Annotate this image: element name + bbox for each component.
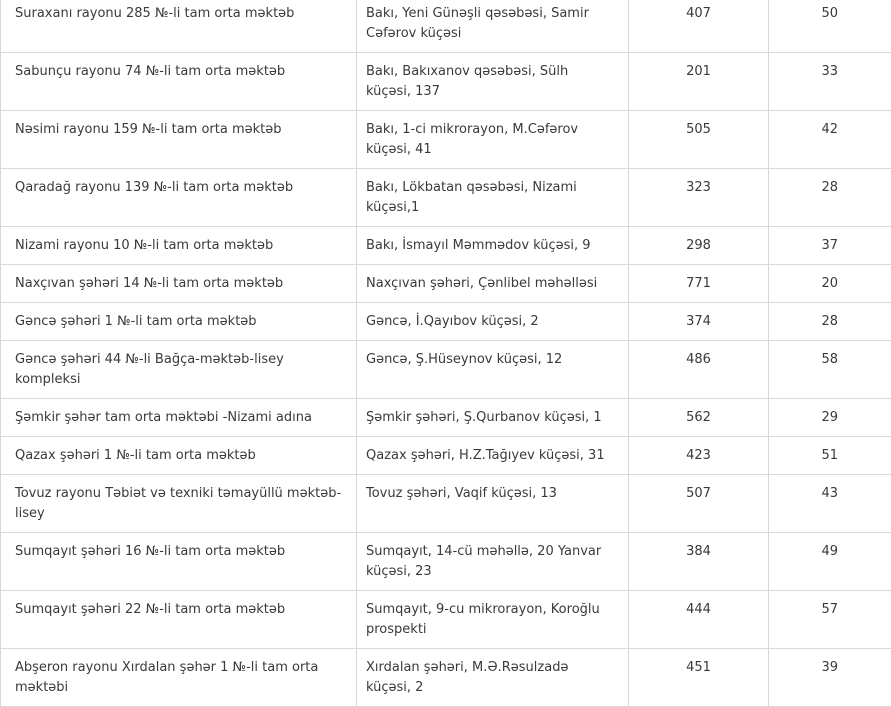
table-row: [1, 649, 891, 707]
school-address-cell: Bakı, 1-ci mikrorayon, M.Cəfərov küçəsi, 41: [357, 111, 629, 169]
school-address-cell: Bakı, Lökbatan qəsəbəsi, Nizami küçəsi,1: [357, 169, 629, 227]
teachers-count-cell: 28: [769, 303, 891, 341]
school-name-cell: Qaradağ rayonu 139 №-li tam orta məktəb: [1, 169, 357, 227]
teachers-count-cell: 20: [769, 265, 891, 303]
school-address-cell: Gəncə, Ş.Hüseynov küçəsi, 12: [357, 341, 629, 399]
school-address-cell: Naxçıvan şəhəri, Çənlibel məhəlləsi: [357, 265, 629, 303]
school-name-cell: Gəncə şəhəri 44 №-li Bağça-məktəb-lisey kompleksi: [1, 341, 357, 399]
table-row: [1, 437, 891, 475]
teachers-count-cell: 58: [769, 341, 891, 399]
school-name-cell: Qazax şəhəri 1 №-li tam orta məktəb: [1, 437, 357, 475]
teachers-count-cell: 42: [769, 111, 891, 169]
school-address-cell: Gəncə, İ.Qayıbov küçəsi, 2: [357, 303, 629, 341]
school-name-cell: Sumqayıt şəhəri 16 №-li tam orta məktəb: [1, 533, 357, 591]
table-row: [1, 475, 891, 533]
school-address-cell: Bakı, Bakıxanov qəsəbəsi, Sülh küçəsi, 137: [357, 53, 629, 111]
students-count-cell: 374: [629, 303, 769, 341]
students-count-cell: 771: [629, 265, 769, 303]
table-row: [1, 533, 891, 591]
school-address-cell: Bakı, Yeni Günəşli qəsəbəsi, Samir Cəfərov küçəsi: [357, 0, 629, 53]
table-row: [1, 265, 891, 303]
teachers-count-cell: 29: [769, 399, 891, 437]
table-row: [1, 591, 891, 649]
school-name-cell: Tovuz rayonu Təbiət və texniki təmayüllü məktəb-lisey: [1, 475, 357, 533]
students-count-cell: 451: [629, 649, 769, 707]
school-address-cell: Şəmkir şəhəri, Ş.Qurbanov küçəsi, 1: [357, 399, 629, 437]
table-row: [1, 169, 891, 227]
school-address-cell: Qazax şəhəri, H.Z.Tağıyev küçəsi, 31: [357, 437, 629, 475]
teachers-count-cell: 57: [769, 591, 891, 649]
teachers-count-cell: 33: [769, 53, 891, 111]
school-name-cell: Naxçıvan şəhəri 14 №-li tam orta məktəb: [1, 265, 357, 303]
school-name-cell: Sumqayıt şəhəri 22 №-li tam orta məktəb: [1, 591, 357, 649]
school-name-cell: Abşeron rayonu Xırdalan şəhər 1 №-li tam orta məktəbi: [1, 649, 357, 707]
students-count-cell: 507: [629, 475, 769, 533]
students-count-cell: 423: [629, 437, 769, 475]
school-name-cell: Nəsimi rayonu 159 №-li tam orta məktəb: [1, 111, 357, 169]
students-count-cell: 201: [629, 53, 769, 111]
teachers-count-cell: 37: [769, 227, 891, 265]
school-name-cell: Gəncə şəhəri 1 №-li tam orta məktəb: [1, 303, 357, 341]
table-row: [1, 53, 891, 111]
teachers-count-cell: 43: [769, 475, 891, 533]
students-count-cell: 486: [629, 341, 769, 399]
table-row: [1, 111, 891, 169]
teachers-count-cell: 51: [769, 437, 891, 475]
students-count-cell: 384: [629, 533, 769, 591]
teachers-count-cell: 28: [769, 169, 891, 227]
students-count-cell: 505: [629, 111, 769, 169]
school-address-cell: Tovuz şəhəri, Vaqif küçəsi, 13: [357, 475, 629, 533]
table-row: [1, 0, 891, 53]
students-count-cell: 407: [629, 0, 769, 53]
school-name-cell: Sabunçu rayonu 74 №-li tam orta məktəb: [1, 53, 357, 111]
school-name-cell: Suraxanı rayonu 285 №-li tam orta məktəb: [1, 0, 357, 53]
school-name-cell: Şəmkir şəhər tam orta məktəbi -Nizami adına: [1, 399, 357, 437]
school-address-cell: Bakı, İsmayıl Məmmədov küçəsi, 9: [357, 227, 629, 265]
students-count-cell: 562: [629, 399, 769, 437]
table-row: [1, 303, 891, 341]
table-row: [1, 227, 891, 265]
school-address-cell: Sumqayıt, 14-cü məhəllə, 20 Yanvar küçəsi, 23: [357, 533, 629, 591]
table-row: [1, 341, 891, 399]
table-row: [1, 399, 891, 437]
school-name-cell: Nizami rayonu 10 №-li tam orta məktəb: [1, 227, 357, 265]
school-address-cell: Xırdalan şəhəri, M.Ə.Rəsulzadə küçəsi, 2: [357, 649, 629, 707]
students-count-cell: 298: [629, 227, 769, 265]
school-address-cell: Sumqayıt, 9-cu mikrorayon, Koroğlu prospekti: [357, 591, 629, 649]
teachers-count-cell: 39: [769, 649, 891, 707]
students-count-cell: 323: [629, 169, 769, 227]
teachers-count-cell: 49: [769, 533, 891, 591]
teachers-count-cell: 50: [769, 0, 891, 53]
students-count-cell: 444: [629, 591, 769, 649]
